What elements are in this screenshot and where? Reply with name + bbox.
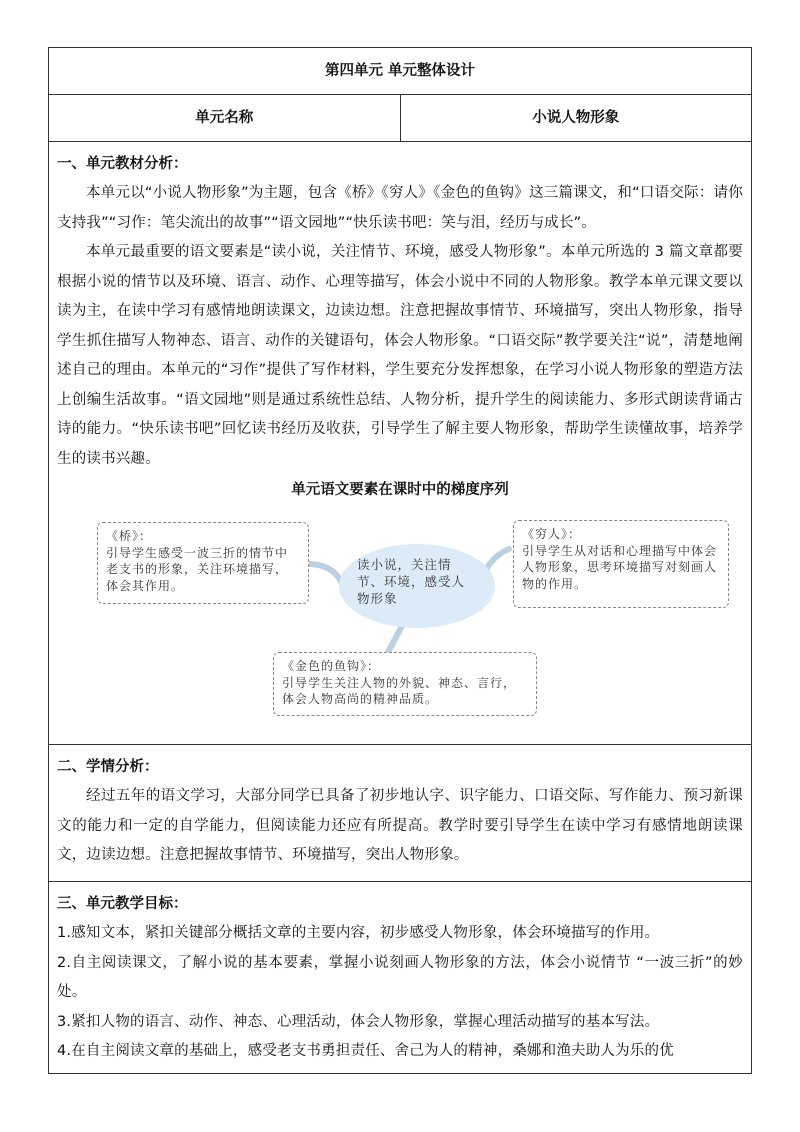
box-qiongren-text: 引导学生从对话和心理描写中体会人物形象，思考环境描写对刻画人物的作用。 (522, 543, 718, 591)
box-qiao (97, 522, 309, 604)
table-title: 第四单元 单元整体设计 (49, 48, 752, 95)
section3-heading: 三、单元教学目标： (57, 896, 188, 912)
box-qiao-text: 引导学生感受一波三折的情节中老支书的形象，关注环境描写，体会其作用。 (106, 545, 289, 593)
section2-paragraph: 经过五年的语文学习，大部分同学已具备了初步地认字、识字能力、口语交际、写作能力、预习新课文的能力和一定的自学能力，但阅读能力还应有所提高。教学时要引导学生在读中学习有感情地朗读课文，边读边想。注意把握故事情节、环境描写，突出人物形象。 (57, 788, 743, 863)
goal-item: 4.在自主阅读文章的基础上，感受老支书勇担责任、舍己为人的精神，桑娜和渔夫助人为乐的优 (57, 1043, 674, 1059)
unit-name-value: 小说人物形象 (400, 95, 752, 142)
box-jinse-yugou-text: 引导学生关注人物的外貌、神态、言行，体会人物高尚的精神品质。 (282, 675, 517, 706)
section2-heading: 二、学情分析： (57, 759, 159, 775)
unit-name-label: 单元名称 (49, 95, 401, 142)
diagram-title: 单元语文要素在课时中的梯度序列 (291, 482, 509, 498)
section-student-analysis (49, 745, 752, 882)
section-textbook-analysis (49, 142, 752, 745)
goal-item: 2.自主阅读课文，了解小说的基本要素，掌握小说刻画人物形象的方法，体会小说情节 “一波三折”的妙处。 (57, 954, 743, 1000)
section-teaching-goals (49, 882, 752, 1074)
goal-item: 1.感知文本，紧扣关键部分概括文章的主要内容，初步感受人物形象，体会环境描写的作用。 (57, 925, 660, 941)
box-qiongren (513, 520, 729, 608)
mind-map-diagram (57, 504, 743, 714)
section1-paragraph-1: 本单元以“小说人物形象”为主题，包含《桥》《穷人》《金色的鱼钩》这三篇课文，和“口语交际：请你支持我”“习作：笔尖流出的故事”“语文园地”“快乐读书吧：笑与泪，经历与成长”。 (57, 185, 743, 231)
box-jinse-yugou-title: 《金色的鱼钩》： (282, 659, 381, 673)
unit-design-table (48, 47, 752, 1074)
connector-bottom (387, 626, 402, 654)
box-jinse-yugou (273, 652, 537, 716)
box-qiongren-title: 《穷人》： (522, 527, 582, 541)
goal-item: 3.紧扣人物的语言、动作、神态、心理活动，体会人物形象，掌握心理活动描写的基本写法。 (57, 1013, 660, 1030)
section1-heading: 一、单元教材分析： (57, 156, 188, 172)
center-ellipse: 读小说，关注情节、环境，感受人物形象 (339, 544, 495, 628)
box-qiao-title: 《桥》： (106, 529, 153, 543)
section1-paragraph-2: 本单元最重要的语文要素是“读小说，关注情节、环境，感受人物形象”。本单元所选的 3 篇文章都要根据小说的情节以及环境、语言、动作、心理等描写，体会小说中不同的人物形象。教学本单元课文要以读为主，在读中学习有感情地朗读课文，边读边想。注意把握故事情节、环境描写，突出人物形象，指导学生抓住描写人物神态、语言、动作的关键语句，体会人物形象。“口语交际”教学要关注“说”，清楚地阐述自己的理由。本单元的“习作”提供了写作材料，学生要充分发挥想象，在学习小说人物形象的塑造方法上创编生活故事。“语文园地”则是通过系统性总结、人物分析，提升学生的阅读能力、多形式朗读背诵古诗的能力。“快乐读书吧”回忆读书经历及收获，引导学生了解主要人物形象，帮助学生读懂故事，培养学生的读书兴趣。 (57, 244, 743, 467)
document-page (48, 47, 752, 1074)
